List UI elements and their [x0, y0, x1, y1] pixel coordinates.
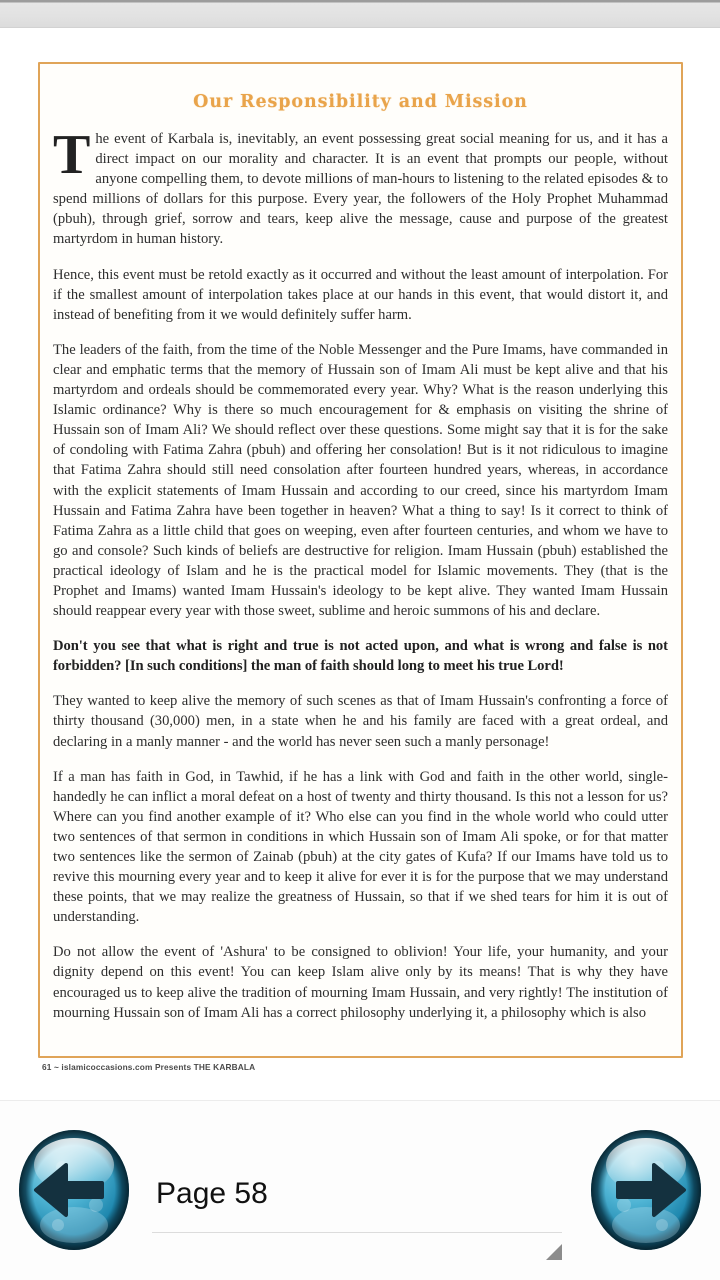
paragraph: Hence, this event must be retold exactly as it occurred and without the least amount of interpolation. For if the smallest amount of interpolation takes place at our hands in this event, that would distort it, and instead of benefiting from it we would definitely suffer harm. — [53, 266, 668, 323]
resize-handle-icon[interactable] — [546, 1244, 562, 1260]
page-content — [40, 64, 681, 1056]
bottom-navigation-bar — [0, 1101, 720, 1280]
status-bar — [0, 0, 720, 28]
page-scroll-area[interactable] — [0, 28, 720, 1100]
paragraph: The leaders of the faith, from the time of the Noble Messenger and the Pure Imams, have commanded in clear and emphatic terms that the memory of Hussain son of Imam Ali must be kept alive and that his martyrdom and ordeals should be commemorated every year. Why? What is the reason underlying this Islamic ordinance? Why is there so much encouragement for & emphasis on visiting the shrine of Hussain son of Imam Ali? We should reflect over these questions. Some might say that it is for the sake of condoling with Fatima Zahra (pbuh) and offering her consolation! But is it not ridiculous to imagine that Fatima Zahra should still need consolation after fourteen hundred years, whereas, in accordance with the explicit statements of Imam Hussain and according to our creed, since his martyrdom Imam Hussain and Fatima Zahra have been together in heaven? What a thing to say! Is it correct to think of Fatima Zahra as a little child that goes on weeping, even after fourteen centuries, and whom we have to go and console? Such kinds of beliefs are destructive for religion. Imam Hussain (pbuh) established the practical ideology of Islam and he is the practical model for Islamic movements. They (that is the Prophet and Imams) wanted Imam Hussain's ideology to be kept alive. They wanted Imam Hussain should reappear every year with those sweet, sublime and heroic summons of his and declare. — [53, 341, 668, 620]
paragraph: If a man has faith in God, in Tawhid, if he has a link with God and faith in the other world, single-handedly he can inflict a moral defeat on a host of twenty and thirty thousand. Is this not a lesson for us? Where can you find another example of it? Who else can you find in the whole world who could utter two sentences of that sermon in conditions in which Hussain son of Imam Ali spoke, or for that matter two sentences like the sermon of Zainab (pbuh) at the city gates of Kufa? If our Imams have told us to revive this mourning every year and to keep it alive for ever it is for the purpose that we may understand these points, that we may realize the greatness of Hussain, so that if we shed tears for him it is out of understanding. — [53, 768, 668, 926]
page-number-input[interactable] — [152, 1161, 562, 1233]
page-number-field-wrap — [152, 1161, 562, 1261]
paragraph-emphasis: Don't you see that what is right and true is not acted upon, and what is wrong and false is not forbidden? [In such conditions] the man of faith should long to meet his true Lord! — [53, 638, 668, 675]
arrow-left-icon — [18, 1129, 130, 1251]
page-title: Our Responsibility and Mission — [193, 92, 528, 112]
paragraph: The event of Karbala is, inevitably, an event possessing great social meaning for us, and it has a direct impact on our morality and character. It is an event that prompts our people, without anyone compelling them, to devote millions of man-hours to listening to the related episodes & to spend millions of dollars for this purpose. Every year, the followers of the Holy Prophet Muhammad (pbuh), through grief, sorrow and tears, keep alive the message, cause and purpose of the greatest martyrdom in human history. — [53, 124, 668, 248]
previous-page-button[interactable] — [18, 1129, 130, 1251]
next-page-button[interactable] — [590, 1129, 702, 1251]
arrow-right-icon — [590, 1129, 702, 1251]
paragraph: They wanted to keep alive the memory of such scenes as that of Imam Hussain's confronting a force of thirty thousand (30,000) men, in a state when he and his family are faced with a great ordeal, and declaring in a manly manner - and the world has never seen such a manly personage! — [53, 693, 668, 750]
page-body — [53, 124, 668, 1023]
paragraph: Do not allow the event of 'Ashura' to be consigned to oblivion! Your life, your humanity, and your dignity depend on this event! You can keep Islam alive only by its means! That is why they have encouraged us to keep alive the tradition of mourning Imam Hussain, and very rightly! The institution of mourning Hussain son of Imam Ali has a correct philosophy underlying it, a philosophy which is also — [53, 944, 668, 1021]
book-page-sheet — [38, 62, 683, 1072]
page-footer-credit: 61 ~ islamicoccasions.com Presents THE KARBALA — [42, 1062, 256, 1072]
